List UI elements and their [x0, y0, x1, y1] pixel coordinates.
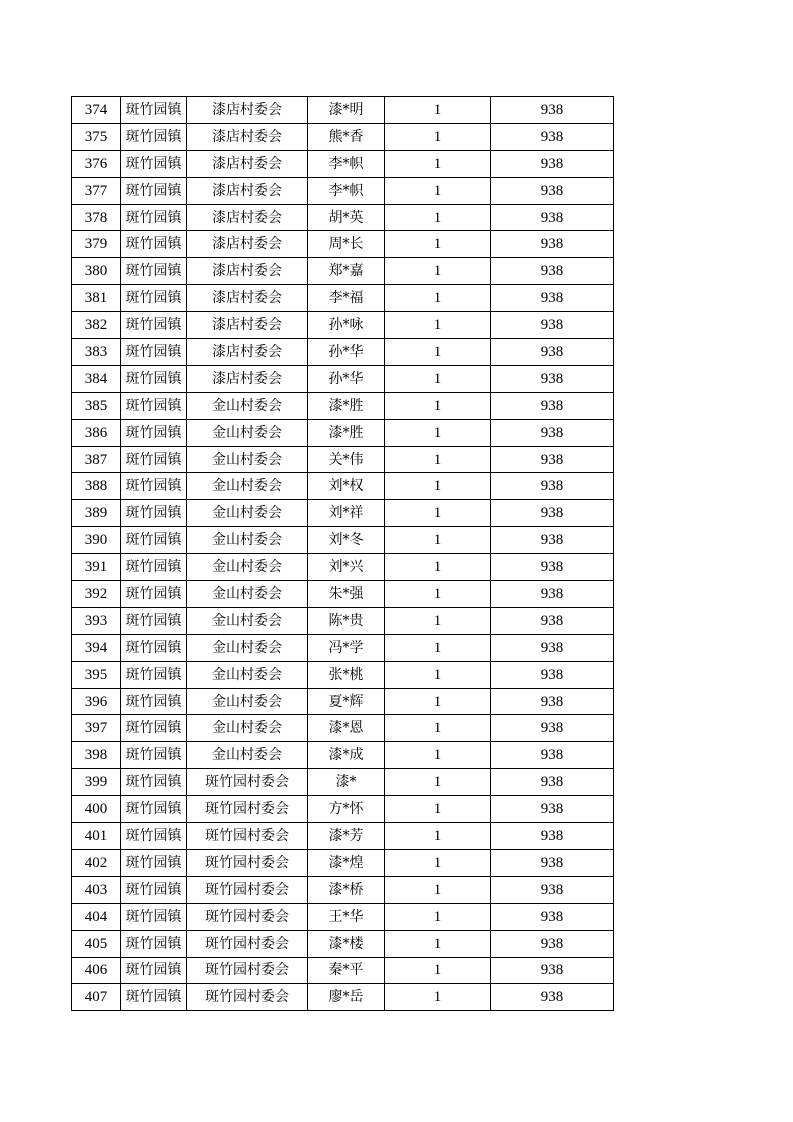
row-number-cell: 407 [72, 984, 121, 1011]
row-number-cell: 378 [72, 204, 121, 231]
name-cell: 李*福 [308, 285, 385, 312]
village-committee-cell: 漆店村委会 [187, 97, 308, 124]
table-row [72, 957, 614, 984]
row-number-cell: 385 [72, 392, 121, 419]
count-cell: 1 [385, 957, 491, 984]
name-cell: 冯*学 [308, 634, 385, 661]
village-committee-cell: 漆店村委会 [187, 312, 308, 339]
count-cell: 1 [385, 473, 491, 500]
row-number-cell: 398 [72, 742, 121, 769]
town-cell: 斑竹园镇 [121, 823, 187, 850]
count-cell: 1 [385, 177, 491, 204]
village-committee-cell: 金山村委会 [187, 473, 308, 500]
name-cell: 刘*祥 [308, 500, 385, 527]
name-cell: 漆*明 [308, 97, 385, 124]
count-cell: 1 [385, 930, 491, 957]
town-cell: 斑竹园镇 [121, 446, 187, 473]
table-row [72, 419, 614, 446]
count-cell: 1 [385, 392, 491, 419]
count-cell: 1 [385, 339, 491, 366]
row-number-cell: 377 [72, 177, 121, 204]
name-cell: 关*伟 [308, 446, 385, 473]
town-cell: 斑竹园镇 [121, 204, 187, 231]
amount-cell: 938 [491, 500, 614, 527]
table-row [72, 473, 614, 500]
village-committee-cell: 漆店村委会 [187, 365, 308, 392]
amount-cell: 938 [491, 339, 614, 366]
amount-cell: 938 [491, 581, 614, 608]
amount-cell: 938 [491, 742, 614, 769]
town-cell: 斑竹园镇 [121, 500, 187, 527]
table-row [72, 607, 614, 634]
amount-cell: 938 [491, 661, 614, 688]
row-number-cell: 397 [72, 715, 121, 742]
table-row [72, 876, 614, 903]
amount-cell: 938 [491, 527, 614, 554]
name-cell: 王*华 [308, 903, 385, 930]
town-cell: 斑竹园镇 [121, 285, 187, 312]
row-number-cell: 384 [72, 365, 121, 392]
village-committee-cell: 漆店村委会 [187, 258, 308, 285]
village-committee-cell: 斑竹园村委会 [187, 796, 308, 823]
amount-cell: 938 [491, 984, 614, 1011]
village-committee-cell: 漆店村委会 [187, 150, 308, 177]
village-committee-cell: 金山村委会 [187, 446, 308, 473]
table-row [72, 742, 614, 769]
name-cell: 陈*贵 [308, 607, 385, 634]
village-committee-cell: 金山村委会 [187, 634, 308, 661]
amount-cell: 938 [491, 392, 614, 419]
count-cell: 1 [385, 527, 491, 554]
town-cell: 斑竹园镇 [121, 634, 187, 661]
town-cell: 斑竹园镇 [121, 984, 187, 1011]
name-cell: 刘*权 [308, 473, 385, 500]
name-cell: 夏*辉 [308, 688, 385, 715]
count-cell: 1 [385, 97, 491, 124]
town-cell: 斑竹园镇 [121, 742, 187, 769]
amount-cell: 938 [491, 903, 614, 930]
amount-cell: 938 [491, 634, 614, 661]
town-cell: 斑竹园镇 [121, 715, 187, 742]
table-row [72, 312, 614, 339]
row-number-cell: 405 [72, 930, 121, 957]
town-cell: 斑竹园镇 [121, 312, 187, 339]
row-number-cell: 391 [72, 554, 121, 581]
row-number-cell: 390 [72, 527, 121, 554]
amount-cell: 938 [491, 150, 614, 177]
table-row [72, 392, 614, 419]
town-cell: 斑竹园镇 [121, 177, 187, 204]
village-committee-cell: 金山村委会 [187, 607, 308, 634]
town-cell: 斑竹园镇 [121, 796, 187, 823]
village-committee-cell: 金山村委会 [187, 419, 308, 446]
table-row [72, 769, 614, 796]
name-cell: 郑*嘉 [308, 258, 385, 285]
row-number-cell: 404 [72, 903, 121, 930]
name-cell: 漆*胜 [308, 392, 385, 419]
village-committee-cell: 漆店村委会 [187, 339, 308, 366]
name-cell: 方*怀 [308, 796, 385, 823]
name-cell: 秦*平 [308, 957, 385, 984]
village-committee-cell: 漆店村委会 [187, 177, 308, 204]
town-cell: 斑竹园镇 [121, 607, 187, 634]
name-cell: 漆*桥 [308, 876, 385, 903]
name-cell: 李*帜 [308, 150, 385, 177]
town-cell: 斑竹园镇 [121, 231, 187, 258]
count-cell: 1 [385, 769, 491, 796]
town-cell: 斑竹园镇 [121, 930, 187, 957]
count-cell: 1 [385, 365, 491, 392]
row-number-cell: 382 [72, 312, 121, 339]
table-row [72, 823, 614, 850]
name-cell: 漆*楼 [308, 930, 385, 957]
count-cell: 1 [385, 849, 491, 876]
village-committee-cell: 斑竹园村委会 [187, 849, 308, 876]
row-number-cell: 395 [72, 661, 121, 688]
village-committee-cell: 斑竹园村委会 [187, 984, 308, 1011]
count-cell: 1 [385, 150, 491, 177]
town-cell: 斑竹园镇 [121, 957, 187, 984]
village-committee-cell: 漆店村委会 [187, 231, 308, 258]
row-number-cell: 381 [72, 285, 121, 312]
amount-cell: 938 [491, 715, 614, 742]
amount-cell: 938 [491, 312, 614, 339]
table-row [72, 581, 614, 608]
amount-cell: 938 [491, 231, 614, 258]
town-cell: 斑竹园镇 [121, 258, 187, 285]
count-cell: 1 [385, 312, 491, 339]
village-committee-cell: 金山村委会 [187, 742, 308, 769]
village-committee-cell: 漆店村委会 [187, 285, 308, 312]
count-cell: 1 [385, 742, 491, 769]
village-committee-cell: 漆店村委会 [187, 204, 308, 231]
table-row [72, 796, 614, 823]
village-committee-cell: 金山村委会 [187, 500, 308, 527]
count-cell: 1 [385, 688, 491, 715]
table-row [72, 123, 614, 150]
village-committee-cell: 金山村委会 [187, 581, 308, 608]
village-committee-cell: 斑竹园村委会 [187, 823, 308, 850]
village-committee-cell: 漆店村委会 [187, 123, 308, 150]
count-cell: 1 [385, 876, 491, 903]
amount-cell: 938 [491, 177, 614, 204]
village-committee-cell: 金山村委会 [187, 715, 308, 742]
town-cell: 斑竹园镇 [121, 150, 187, 177]
amount-cell: 938 [491, 796, 614, 823]
town-cell: 斑竹园镇 [121, 769, 187, 796]
table-row [72, 446, 614, 473]
count-cell: 1 [385, 446, 491, 473]
name-cell: 漆*恩 [308, 715, 385, 742]
count-cell: 1 [385, 123, 491, 150]
count-cell: 1 [385, 984, 491, 1011]
amount-cell: 938 [491, 769, 614, 796]
table-row [72, 634, 614, 661]
table-row [72, 97, 614, 124]
town-cell: 斑竹园镇 [121, 688, 187, 715]
name-cell: 胡*英 [308, 204, 385, 231]
table-row [72, 150, 614, 177]
count-cell: 1 [385, 823, 491, 850]
amount-cell: 938 [491, 97, 614, 124]
town-cell: 斑竹园镇 [121, 581, 187, 608]
village-committee-cell: 斑竹园村委会 [187, 930, 308, 957]
name-cell: 漆*煌 [308, 849, 385, 876]
table-row [72, 715, 614, 742]
row-number-cell: 396 [72, 688, 121, 715]
amount-cell: 938 [491, 473, 614, 500]
town-cell: 斑竹园镇 [121, 473, 187, 500]
village-committee-cell: 斑竹园村委会 [187, 876, 308, 903]
table-row [72, 231, 614, 258]
town-cell: 斑竹园镇 [121, 876, 187, 903]
village-committee-cell: 金山村委会 [187, 688, 308, 715]
count-cell: 1 [385, 285, 491, 312]
name-cell: 刘*兴 [308, 554, 385, 581]
count-cell: 1 [385, 231, 491, 258]
amount-cell: 938 [491, 957, 614, 984]
row-number-cell: 401 [72, 823, 121, 850]
name-cell: 孙*华 [308, 339, 385, 366]
table-row [72, 688, 614, 715]
amount-cell: 938 [491, 285, 614, 312]
amount-cell: 938 [491, 419, 614, 446]
table-row [72, 930, 614, 957]
count-cell: 1 [385, 581, 491, 608]
data-table [71, 96, 614, 1011]
name-cell: 漆*芳 [308, 823, 385, 850]
town-cell: 斑竹园镇 [121, 97, 187, 124]
row-number-cell: 403 [72, 876, 121, 903]
amount-cell: 938 [491, 554, 614, 581]
name-cell: 漆*胜 [308, 419, 385, 446]
town-cell: 斑竹园镇 [121, 554, 187, 581]
table-row [72, 204, 614, 231]
village-committee-cell: 金山村委会 [187, 527, 308, 554]
village-committee-cell: 斑竹园村委会 [187, 903, 308, 930]
name-cell: 朱*强 [308, 581, 385, 608]
name-cell: 孙*咏 [308, 312, 385, 339]
amount-cell: 938 [491, 876, 614, 903]
village-committee-cell: 金山村委会 [187, 554, 308, 581]
count-cell: 1 [385, 500, 491, 527]
table-row [72, 984, 614, 1011]
name-cell: 李*帜 [308, 177, 385, 204]
row-number-cell: 394 [72, 634, 121, 661]
name-cell: 周*长 [308, 231, 385, 258]
amount-cell: 938 [491, 688, 614, 715]
count-cell: 1 [385, 661, 491, 688]
row-number-cell: 393 [72, 607, 121, 634]
row-number-cell: 402 [72, 849, 121, 876]
amount-cell: 938 [491, 446, 614, 473]
village-committee-cell: 斑竹园村委会 [187, 957, 308, 984]
name-cell: 漆*成 [308, 742, 385, 769]
row-number-cell: 374 [72, 97, 121, 124]
table-row [72, 554, 614, 581]
village-committee-cell: 金山村委会 [187, 661, 308, 688]
name-cell: 刘*冬 [308, 527, 385, 554]
amount-cell: 938 [491, 365, 614, 392]
row-number-cell: 386 [72, 419, 121, 446]
row-number-cell: 383 [72, 339, 121, 366]
amount-cell: 938 [491, 258, 614, 285]
count-cell: 1 [385, 715, 491, 742]
table-row [72, 527, 614, 554]
count-cell: 1 [385, 258, 491, 285]
table-row [72, 339, 614, 366]
table-row [72, 258, 614, 285]
row-number-cell: 406 [72, 957, 121, 984]
table-row [72, 500, 614, 527]
amount-cell: 938 [491, 607, 614, 634]
name-cell: 漆* [308, 769, 385, 796]
name-cell: 孙*华 [308, 365, 385, 392]
row-number-cell: 400 [72, 796, 121, 823]
town-cell: 斑竹园镇 [121, 661, 187, 688]
table-row [72, 903, 614, 930]
table-row [72, 661, 614, 688]
count-cell: 1 [385, 607, 491, 634]
count-cell: 1 [385, 554, 491, 581]
name-cell: 张*桃 [308, 661, 385, 688]
town-cell: 斑竹园镇 [121, 339, 187, 366]
village-committee-cell: 斑竹园村委会 [187, 769, 308, 796]
village-committee-cell: 金山村委会 [187, 392, 308, 419]
town-cell: 斑竹园镇 [121, 123, 187, 150]
town-cell: 斑竹园镇 [121, 365, 187, 392]
town-cell: 斑竹园镇 [121, 392, 187, 419]
row-number-cell: 389 [72, 500, 121, 527]
town-cell: 斑竹园镇 [121, 419, 187, 446]
town-cell: 斑竹园镇 [121, 527, 187, 554]
amount-cell: 938 [491, 123, 614, 150]
row-number-cell: 376 [72, 150, 121, 177]
town-cell: 斑竹园镇 [121, 903, 187, 930]
count-cell: 1 [385, 419, 491, 446]
amount-cell: 938 [491, 930, 614, 957]
count-cell: 1 [385, 634, 491, 661]
count-cell: 1 [385, 796, 491, 823]
row-number-cell: 388 [72, 473, 121, 500]
row-number-cell: 387 [72, 446, 121, 473]
row-number-cell: 392 [72, 581, 121, 608]
row-number-cell: 399 [72, 769, 121, 796]
count-cell: 1 [385, 204, 491, 231]
table-row [72, 177, 614, 204]
amount-cell: 938 [491, 823, 614, 850]
count-cell: 1 [385, 903, 491, 930]
table-row [72, 365, 614, 392]
table-row [72, 849, 614, 876]
amount-cell: 938 [491, 849, 614, 876]
town-cell: 斑竹园镇 [121, 849, 187, 876]
row-number-cell: 375 [72, 123, 121, 150]
table-body [72, 97, 614, 1011]
row-number-cell: 379 [72, 231, 121, 258]
name-cell: 熊*香 [308, 123, 385, 150]
name-cell: 廖*岳 [308, 984, 385, 1011]
amount-cell: 938 [491, 204, 614, 231]
row-number-cell: 380 [72, 258, 121, 285]
table-row [72, 285, 614, 312]
